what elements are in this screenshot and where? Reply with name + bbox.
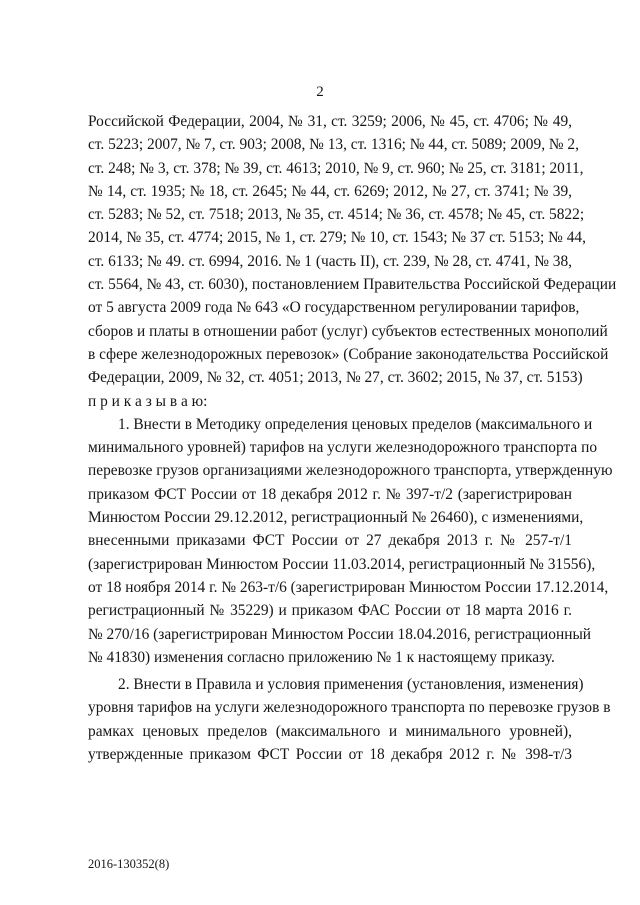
text-line: ст. 5564, № 43, ст. 6030), постановлением Правительства Российской Федерации <box>88 276 617 294</box>
text-line: ст. 6133; № 49. ст. 6994, 2016. № 1 (часть II), ст. 239, № 28, ст. 4741, № 38, <box>88 252 572 270</box>
text-line: от 5 августа 2009 года № 643 «О государственном регулировании тарифов, <box>88 299 580 317</box>
text-line: ст. 248; № 3, ст. 378; № 39, ст. 4613; 2010, № 9, ст. 960; № 25, ст. 3181; 2011, <box>88 159 584 177</box>
text-line: Российской Федерации, 2004, № 31, ст. 3259; 2006, № 45, ст. 4706; № 49, <box>88 113 572 130</box>
text-line: ст. 5283; № 52, ст. 7518; 2013, № 35, ст. 4514; № 36, ст. 4578; № 45, ст. 5822; <box>88 206 585 224</box>
text-line: рамках ценовых пределов (максимального и минимального уровней), <box>88 722 572 740</box>
text-line: перевозке грузов организациями железнодорожного транспорта, утвержденную <box>88 462 613 480</box>
text-line: в сфере железнодорожных перевозок» (Собрание законодательства Российской <box>88 345 609 363</box>
text-line: уровня тарифов на услуги железнодорожного транспорта по перевозке грузов в <box>88 699 611 717</box>
text-line: утвержденные приказом ФСТ России от 18 декабря 2012 г. № 398-т/3 <box>88 746 572 764</box>
text-line: № 270/16 (зарегистрирован Минюстом России 18.04.2016, регистрационный <box>88 625 592 643</box>
document-body <box>88 110 617 766</box>
text-line: внесенными приказами ФСТ России от 27 декабря 2013 г. № 257-т/1 <box>88 532 572 550</box>
text-line: № 41830) изменения согласно приложению № 1 к настоящему приказу. <box>88 648 555 666</box>
text-line: Федерации, 2009, № 32, ст. 4051; 2013, № 27, ст. 3602; 2015, № 37, ст. 5153) <box>88 369 583 387</box>
page-number: 2 <box>316 84 324 100</box>
text-line: 2014, № 35, ст. 4774; 2015, № 1, ст. 279; № 10, ст. 1543; № 37 ст. 5153; № 44, <box>88 229 586 247</box>
text-line: от 18 ноября 2014 г. № 263-т/6 (зарегистрирован Минюстом России 17.12.2014, <box>88 578 609 596</box>
document-code: 2016-130352(8) <box>88 857 170 871</box>
text-line: № 14, ст. 1935; № 18, ст. 2645; № 44, ст. 6269; 2012, № 27, ст. 3741; № 39, <box>88 182 572 200</box>
paragraph-1-line: 1. Внести в Методику определения ценовых пределов (максимального и <box>118 415 593 433</box>
text-line: ст. 5223; 2007, № 7, ст. 903; 2008, № 13, ст. 1316; № 44, ст. 5089; 2009, № 2, <box>88 136 579 154</box>
text-line: регистрационный № 35229) и приказом ФАС России от 18 марта 2016 г. <box>88 602 572 620</box>
order-word: п р и к а з ы в а ю: <box>88 392 208 410</box>
paragraph-2-line: 2. Внести в Правила и условия применения (установления, изменения) <box>118 676 584 694</box>
text-line: приказом ФСТ России от 18 декабря 2012 г. № 397-т/2 (зарегистрирован <box>88 485 572 503</box>
text-line: (зарегистрирован Минюстом России 11.03.2014, регистрационный № 31556), <box>88 555 596 573</box>
text-line: Минюстом России 29.12.2012, регистрационный № 26460), с изменениями, <box>88 509 584 527</box>
text-line: минимального уровней) тарифов на услуги железнодорожного транспорта по <box>88 439 598 457</box>
text-line: сборов и платы в отношении работ (услуг) субъектов естественных монополий <box>88 322 608 340</box>
